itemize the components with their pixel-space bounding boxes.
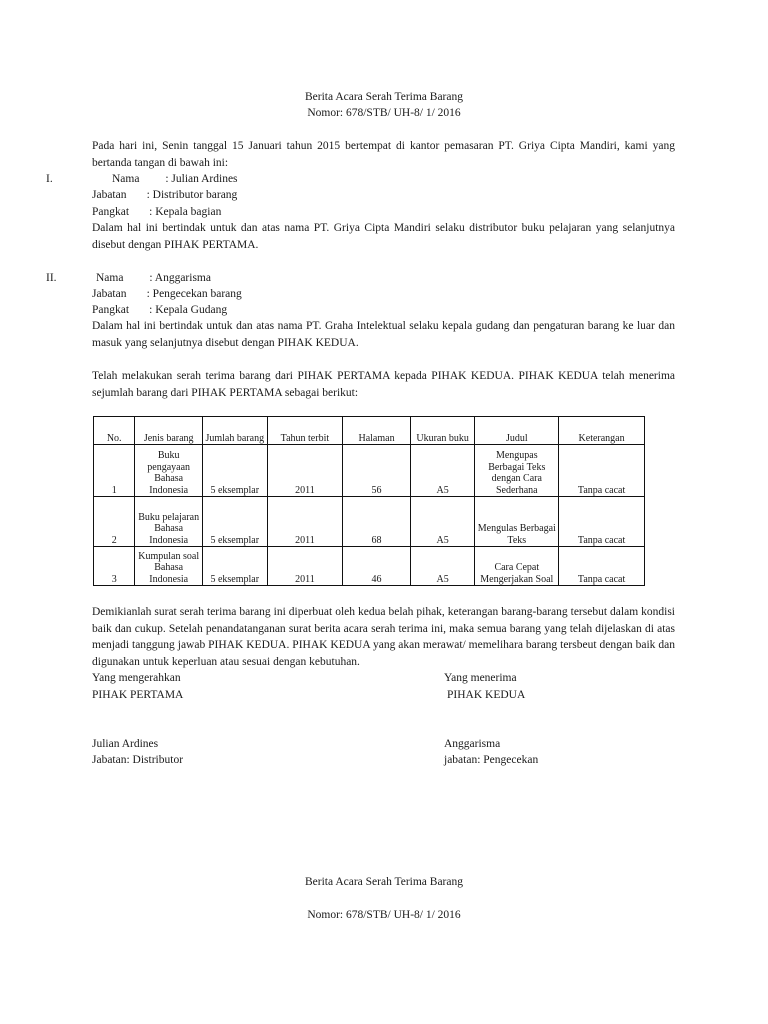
cell-judul: Mengulas Berbagai Teks (475, 497, 559, 547)
cell-halaman: 46 (343, 547, 411, 586)
cell-ukuran-buku: A5 (410, 497, 475, 547)
cell-halaman: 68 (343, 497, 411, 547)
left-signature-role: Yang mengerahkan (92, 672, 181, 684)
party1-numeral: I. (46, 173, 53, 185)
cell-no: 2 (94, 497, 135, 547)
cell-ukuran-buku: A5 (410, 445, 475, 497)
left-signature-name: Julian Ardines (92, 738, 159, 750)
party1-jabatan: Jabatan : Distributor barang (92, 189, 238, 201)
cell-tahun-terbit: 2011 (267, 497, 343, 547)
right-signature-role: Yang menerima (444, 672, 517, 684)
cell-jumlah-barang: 5 eksemplar (202, 445, 267, 497)
right-signature-name: Anggarisma (444, 738, 501, 750)
cell-halaman: 56 (343, 445, 411, 497)
right-signature-position: jabatan: Pengecekan (444, 754, 539, 766)
cell-keterangan: Tanpa cacat (559, 497, 645, 547)
cell-keterangan: Tanpa cacat (559, 445, 645, 497)
cell-keterangan: Tanpa cacat (559, 547, 645, 586)
table-header-row (94, 417, 645, 445)
header-jenis-barang: Jenis barang (135, 417, 203, 445)
cell-tahun-terbit: 2011 (267, 445, 343, 497)
cell-judul: Mengupas Berbagai Teks dengan Cara Sederhana (475, 445, 559, 497)
cell-jumlah-barang: 5 eksemplar (202, 547, 267, 586)
document-title: Berita Acara Serah Terima Barang (305, 91, 463, 103)
footer-number: Nomor: 678/STB/ UH-8/ 1/ 2016 (307, 909, 461, 921)
cell-no: 1 (94, 445, 135, 497)
header-jumlah-barang: Jumlah barang (202, 417, 267, 445)
party2-jabatan: Jabatan : Pengecekan barang (92, 288, 242, 300)
footer-title: Berita Acara Serah Terima Barang (305, 876, 463, 888)
items-table (93, 416, 645, 586)
party2-nama: Nama : Anggarisma (96, 272, 211, 284)
cell-tahun-terbit: 2011 (267, 547, 343, 586)
left-signature-position: Jabatan: Distributor (92, 754, 184, 766)
party2-numeral: II. (46, 272, 57, 284)
cell-jenis-barang: Buku pengayaan Bahasa Indonesia (135, 445, 203, 497)
header-no: No. (94, 417, 135, 445)
table-row (94, 445, 645, 497)
cell-judul: Cara Cepat Mengerjakan Soal (475, 547, 559, 586)
cell-jumlah-barang: 5 eksemplar (202, 497, 267, 547)
cell-no: 3 (94, 547, 135, 586)
intro-paragraph: Pada hari ini, Senin tanggal 15 Januari tahun 2015 bertempat di kantor pemasaran PT. Griya Cipta Mandiri, kami yang bertanda tangan di bawah ini: (92, 140, 675, 169)
transfer-paragraph: Telah melakukan serah terima barang dari PIHAK PERTAMA kepada PIHAK KEDUA. PIHAK KEDUA telah menerima sejumlah barang dari PIHAK PERTAMA sebagai berikut: (92, 370, 675, 399)
left-signature-party: PIHAK PERTAMA (92, 689, 184, 701)
cell-ukuran-buku: A5 (410, 547, 475, 586)
closing-paragraph: Demikianlah surat serah terima barang ini diperbuat oleh kedua belah pihak, keterangan barang-barang tersebut dalam kondisi baik dan cukup. Setelah penandatanganan surat berita acara serah terima ini, maka semua barang yang telah dijelaskan di atas menjadi tanggung jawab PIHAK KEDUA. PIHAK KEDUA yang akan merawat/ memelihara barang tersbeut dengan baik dan digunakan untuk keperluan atau sesuai dengan kebutuhan. (92, 606, 675, 668)
party2-statement: Dalam hal ini bertindak untuk dan atas nama PT. Graha Intelektual selaku kepala gudang dan pengaturan barang ke luar dan masuk yang selanjutnya disebut dengan PIHAK KEDUA. (92, 320, 675, 349)
party2-pangkat: Pangkat : Kepala Gudang (92, 304, 228, 316)
document-number: Nomor: 678/STB/ UH-8/ 1/ 2016 (307, 107, 461, 119)
header-tahun-terbit: Tahun terbit (267, 417, 343, 445)
header-judul: Judul (475, 417, 559, 445)
cell-jenis-barang: Buku pelajaran Bahasa Indonesia (135, 497, 203, 547)
right-signature-party: PIHAK KEDUA (447, 689, 526, 701)
header-keterangan: Keterangan (559, 417, 645, 445)
party1-pangkat: Pangkat : Kepala bagian (92, 206, 222, 218)
table-row (94, 497, 645, 547)
party1-nama: Nama : Julian Ardines (112, 173, 238, 185)
header-halaman: Halaman (343, 417, 411, 445)
party1-statement: Dalam hal ini bertindak untuk dan atas nama PT. Griya Cipta Mandiri selaku distributor buku pelajaran yang selanjutnya disebut dengan PIHAK PERTAMA. (92, 222, 675, 251)
cell-jenis-barang: Kumpulan soal Bahasa Indonesia (135, 547, 203, 586)
header-ukuran-buku: Ukuran buku (410, 417, 475, 445)
table-row (94, 547, 645, 586)
